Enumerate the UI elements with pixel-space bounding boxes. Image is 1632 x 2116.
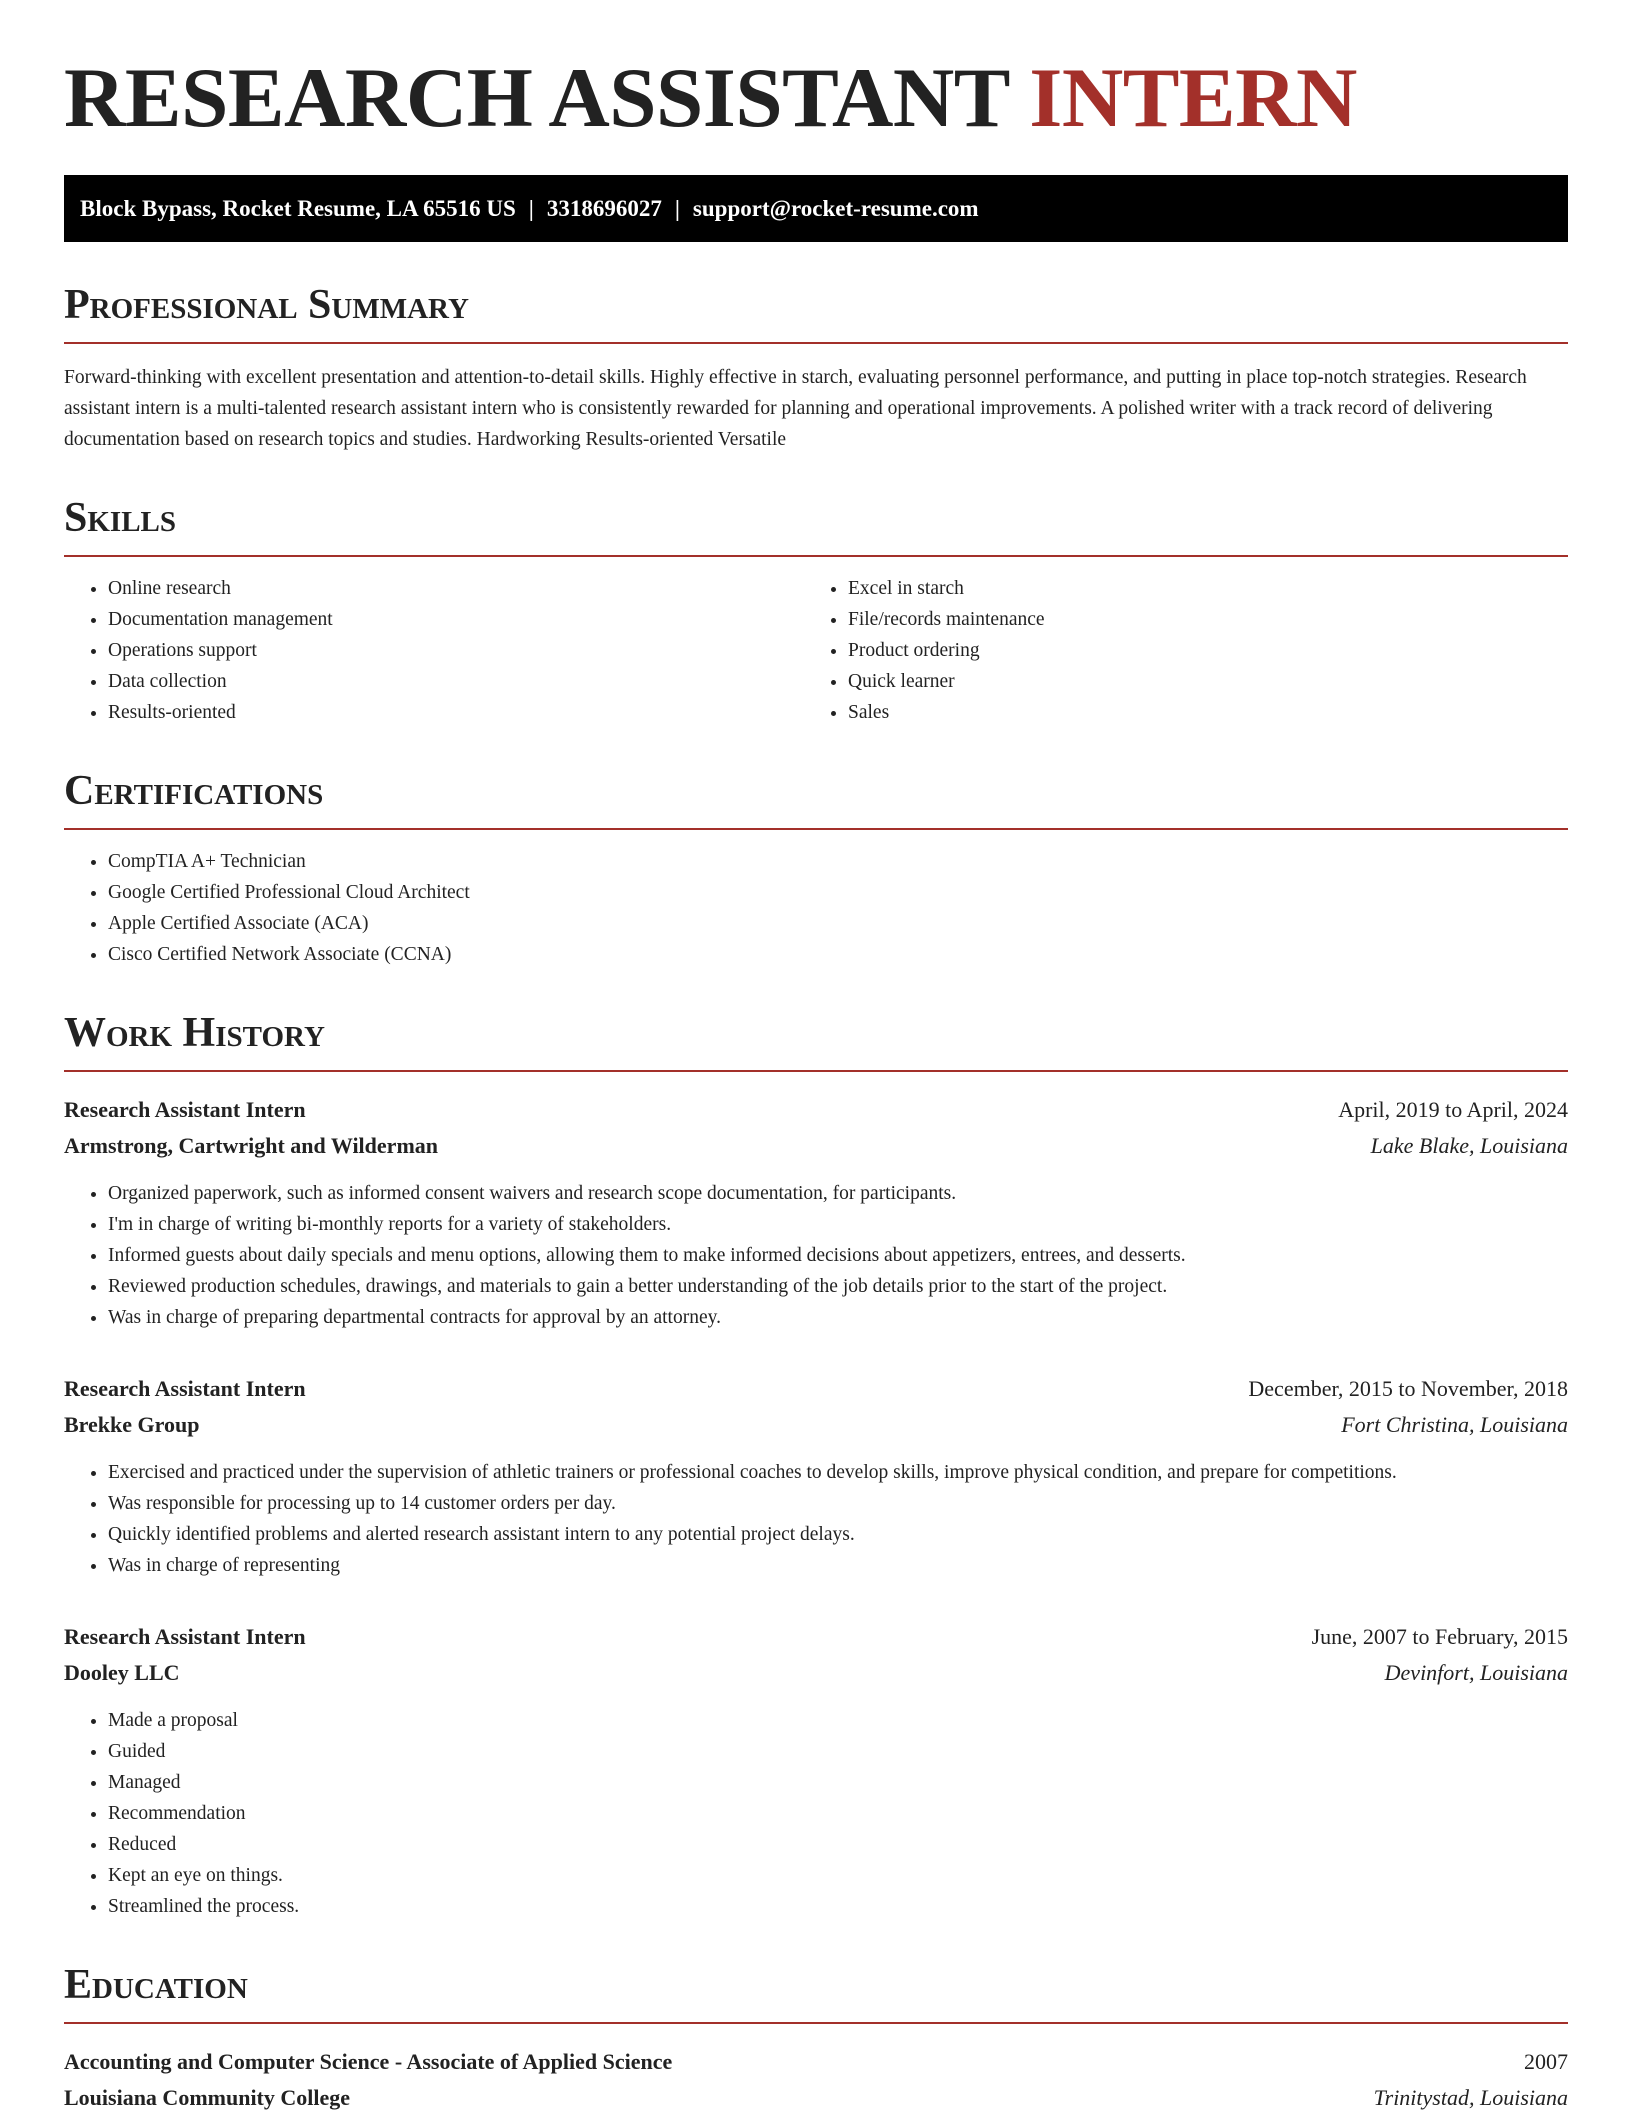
job-header-row	[64, 1092, 1568, 1128]
job-company: Brekke Group	[64, 1412, 200, 1437]
contact-email[interactable]: support@rocket-resume.com	[692, 196, 979, 221]
certification-item: • Cisco Certified Network Associate (CCNA)	[108, 939, 1568, 970]
name-accent: INTERN	[1029, 51, 1357, 145]
job-header-row	[64, 1371, 1568, 1407]
skills-list-left	[64, 573, 804, 728]
job-location: Lake Blake, Louisiana	[1370, 1133, 1568, 1158]
education-school-row	[64, 2080, 1568, 2116]
job-bullet: • Kept an eye on things.	[108, 1860, 1568, 1891]
contact-separator: |	[528, 196, 534, 221]
job-title: Research Assistant Intern	[64, 1376, 306, 1401]
education-location: Trinitystad, Louisiana	[1373, 2085, 1568, 2110]
job-entry	[64, 1371, 1568, 1581]
job-company-row	[64, 1655, 1568, 1691]
job-location: Devinfort, Louisiana	[1384, 1660, 1568, 1685]
skill-item: • Online research	[108, 573, 804, 604]
job-bullet: • Quickly identified problems and alerted research assistant intern to any potential project delays.	[108, 1519, 1568, 1550]
education-section	[64, 1964, 1568, 2116]
contact-address: Block Bypass, Rocket Resume, LA 65516 US	[80, 196, 516, 221]
skills-grid	[64, 557, 1568, 728]
summary-section	[64, 284, 1568, 455]
job-title: Research Assistant Intern	[64, 1097, 306, 1122]
job-bullet: • Informed guests about daily specials and menu options, allowing them to make informed decisions about appetizers, entrees, and desserts.	[108, 1240, 1568, 1271]
certification-item: • Google Certified Professional Cloud Architect	[108, 877, 1568, 908]
skills-heading: Skills	[64, 497, 1568, 557]
summary-text: Forward-thinking with excellent presentation and attention-to-detail skills. Highly effective in starch, evaluating personnel performance, and putting in place top-notch strategies. Research assistant intern is a multi-talented research assistant intern who is consistently rewarded for planning and operational improvements. A polished writer with a track record of delivering documentation based on research topics and studies. Hardworking Results-oriented Versatile	[64, 367, 1527, 450]
contact-bar	[64, 175, 1568, 242]
contact-separator: |	[674, 196, 680, 221]
job-location: Fort Christina, Louisiana	[1341, 1412, 1568, 1437]
job-company-row	[64, 1407, 1568, 1443]
job-bullet: • Organized paperwork, such as informed consent waivers and research scope documentation, for participants.	[108, 1178, 1568, 1209]
job-bullet: • Guided	[108, 1736, 1568, 1767]
job-bullet: • Was in charge of representing	[108, 1550, 1568, 1581]
job-bullets	[64, 1178, 1568, 1333]
job-bullet: • Managed	[108, 1767, 1568, 1798]
job-entry	[64, 1619, 1568, 1922]
job-bullets	[64, 1705, 1568, 1922]
job-header-row	[64, 1619, 1568, 1655]
job-title: Research Assistant Intern	[64, 1624, 306, 1649]
certifications-list	[64, 846, 1568, 970]
job-company-row	[64, 1128, 1568, 1164]
job-entry	[64, 1092, 1568, 1333]
certification-item: • Apple Certified Associate (ACA)	[108, 908, 1568, 939]
job-bullet: • Streamlined the process.	[108, 1891, 1568, 1922]
job-company: Dooley LLC	[64, 1660, 180, 1685]
job-bullet: • Was responsible for processing up to 14 customer orders per day.	[108, 1488, 1568, 1519]
skill-item: • Results-oriented	[108, 697, 804, 728]
skill-item: • Excel in starch	[848, 573, 1448, 604]
certification-item: • CompTIA A+ Technician	[108, 846, 1568, 877]
education-school: Louisiana Community College	[64, 2085, 351, 2110]
education-heading: Education	[64, 1964, 1568, 2024]
contact-phone: 3318696027	[546, 196, 662, 221]
skills-section	[64, 497, 1568, 728]
job-bullet: • Recommendation	[108, 1798, 1568, 1829]
work-history-heading: Work History	[64, 1012, 1568, 1072]
certifications-section	[64, 770, 1568, 970]
skill-item: • File/records maintenance	[848, 604, 1448, 635]
job-bullet: • Reviewed production schedules, drawings, and materials to gain a better understanding of the job details prior to the start of the project.	[108, 1271, 1568, 1302]
education-degree: Accounting and Computer Science - Associate of Applied Science	[64, 2049, 673, 2074]
job-bullet: • Was in charge of preparing departmental contracts for approval by an attorney.	[108, 1302, 1568, 1333]
job-dates: June, 2007 to February, 2015	[1311, 1624, 1568, 1649]
skill-item: • Data collection	[108, 666, 804, 697]
education-degree-row	[64, 2044, 1568, 2080]
job-company: Armstrong, Cartwright and Wilderman	[64, 1133, 438, 1158]
resume-name	[64, 51, 1568, 145]
education-year: 2007	[1524, 2049, 1568, 2074]
job-bullets	[64, 1457, 1568, 1581]
job-dates: December, 2015 to November, 2018	[1248, 1376, 1568, 1401]
certifications-heading: Certifications	[64, 770, 1568, 830]
job-bullet: • Made a proposal	[108, 1705, 1568, 1736]
job-bullet: • Exercised and practiced under the supervision of athletic trainers or professional coaches to develop skills, improve physical condition, and prepare for competitions.	[108, 1457, 1568, 1488]
job-bullet: • Reduced	[108, 1829, 1568, 1860]
skills-list-right	[804, 573, 1448, 728]
skill-item: • Sales	[848, 697, 1448, 728]
skill-item: • Quick learner	[848, 666, 1448, 697]
name-main: RESEARCH ASSISTANT	[64, 51, 1009, 145]
job-dates: April, 2019 to April, 2024	[1338, 1097, 1568, 1122]
summary-heading: Professional Summary	[64, 284, 1568, 344]
work-history-section	[64, 1012, 1568, 1922]
skill-item: • Operations support	[108, 635, 804, 666]
education-entry	[64, 2044, 1568, 2116]
skill-item: • Documentation management	[108, 604, 804, 635]
skill-item: • Product ordering	[848, 635, 1448, 666]
job-bullet: • I'm in charge of writing bi-monthly reports for a variety of stakeholders.	[108, 1209, 1568, 1240]
